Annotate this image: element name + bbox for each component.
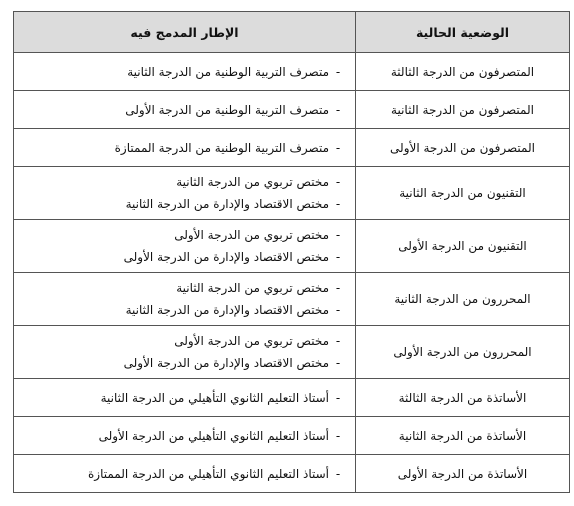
table-body: [14, 53, 570, 493]
frame-list-item: [20, 61, 347, 83]
frame-text: مختص الاقتصاد والإدارة من الدرجة الأولى: [123, 250, 329, 264]
bullet-dash: -: [335, 356, 341, 370]
table-row: [14, 379, 570, 417]
cell-integrated-frame: [14, 220, 356, 273]
frame-text: مختص تربوي من الدرجة الأولى: [174, 334, 329, 348]
table-row: [14, 91, 570, 129]
bullet-dash: -: [335, 466, 341, 481]
table-row: [14, 220, 570, 273]
cell-current-status: التقنيون من الدرجة الثانية: [356, 167, 570, 220]
bullet-dash: -: [335, 250, 341, 264]
cell-current-status: الأساتذة من الدرجة الثانية: [356, 417, 570, 455]
table-row: [14, 326, 570, 379]
frame-list-item: [20, 463, 347, 485]
bullet-dash: -: [335, 197, 341, 211]
bullet-dash: -: [335, 303, 341, 317]
bullet-dash: -: [335, 64, 341, 79]
frame-text: أستاذ التعليم الثانوي التأهيلي من الدرجة الأولى: [98, 428, 329, 443]
cell-current-status: المحررون من الدرجة الثانية: [356, 273, 570, 326]
bullet-dash: -: [335, 140, 341, 155]
frame-list-item: [20, 137, 347, 159]
cell-current-status: المتصرفون من الدرجة الثانية: [356, 91, 570, 129]
frame-text: أستاذ التعليم الثانوي التأهيلي من الدرجة الممتازة: [88, 466, 329, 481]
frame-list-item: [20, 277, 347, 299]
frame-text: أستاذ التعليم الثانوي التأهيلي من الدرجة الثانية: [100, 390, 329, 405]
table-row: [14, 167, 570, 220]
frame-list-item: [20, 425, 347, 447]
frame-text: مختص الاقتصاد والإدارة من الدرجة الثانية: [125, 303, 329, 317]
frame-text: مختص تربوي من الدرجة الثانية: [176, 281, 329, 295]
cell-integrated-frame: [14, 455, 356, 493]
cell-integrated-frame: [14, 91, 356, 129]
frame-list-item: [20, 224, 347, 246]
frame-list-item: [20, 299, 347, 321]
frame-list-item: [20, 99, 347, 121]
cell-integrated-frame: [14, 53, 356, 91]
table-row: [14, 417, 570, 455]
table-row: [14, 273, 570, 326]
frame-text: مختص الاقتصاد والإدارة من الدرجة الأولى: [123, 356, 329, 370]
header-integrated-frame: الإطار المدمج فيه: [14, 12, 356, 53]
frame-list-item: [20, 246, 347, 268]
bullet-dash: -: [335, 281, 341, 295]
cell-integrated-frame: [14, 326, 356, 379]
cell-integrated-frame: [14, 167, 356, 220]
bullet-dash: -: [335, 102, 341, 117]
frame-list-item: [20, 193, 347, 215]
bullet-dash: -: [335, 390, 341, 405]
cell-integrated-frame: [14, 417, 356, 455]
frame-text: متصرف التربية الوطنية من الدرجة الثانية: [127, 64, 329, 79]
cell-current-status: الأساتذة من الدرجة الثالثة: [356, 379, 570, 417]
bullet-dash: -: [335, 228, 341, 242]
cell-current-status: المتصرفون من الدرجة الأولى: [356, 129, 570, 167]
frame-text: مختص تربوي من الدرجة الثانية: [176, 175, 329, 189]
integration-table-container: [13, 11, 569, 493]
bullet-dash: -: [335, 428, 341, 443]
frame-list-item: [20, 352, 347, 374]
frame-text: متصرف التربية الوطنية من الدرجة الممتازة: [114, 140, 329, 155]
cell-current-status: التقنيون من الدرجة الأولى: [356, 220, 570, 273]
header-current-status: الوضعية الحالية: [356, 12, 570, 53]
integration-table: [13, 11, 570, 493]
frame-list-item: [20, 387, 347, 409]
frame-text: مختص تربوي من الدرجة الأولى: [174, 228, 329, 242]
table-row: [14, 53, 570, 91]
frame-text: متصرف التربية الوطنية من الدرجة الأولى: [125, 102, 329, 117]
bullet-dash: -: [335, 334, 341, 348]
bullet-dash: -: [335, 175, 341, 189]
frame-list-item: [20, 171, 347, 193]
frame-list-item: [20, 330, 347, 352]
table-row: [14, 129, 570, 167]
frame-text: مختص الاقتصاد والإدارة من الدرجة الثانية: [125, 197, 329, 211]
cell-current-status: الأساتذة من الدرجة الأولى: [356, 455, 570, 493]
table-header-row: [14, 12, 570, 53]
cell-integrated-frame: [14, 379, 356, 417]
cell-current-status: المتصرفون من الدرجة الثالثة: [356, 53, 570, 91]
table-row: [14, 455, 570, 493]
cell-current-status: المحررون من الدرجة الأولى: [356, 326, 570, 379]
cell-integrated-frame: [14, 273, 356, 326]
cell-integrated-frame: [14, 129, 356, 167]
